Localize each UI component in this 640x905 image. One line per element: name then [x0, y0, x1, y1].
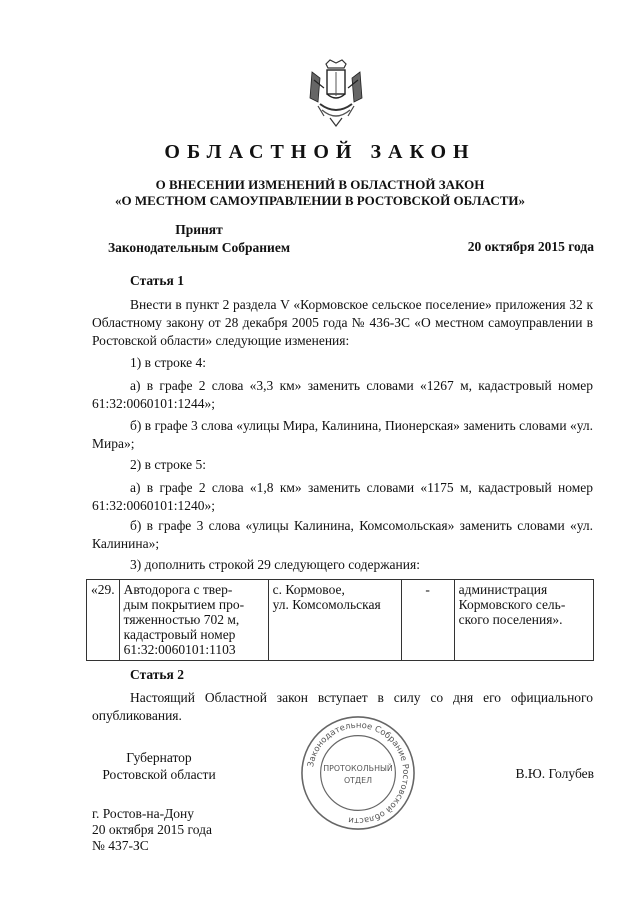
owner-line: Кормовского сель-: [458, 597, 566, 612]
signing-details: [92, 806, 212, 854]
stamp-outer-text: Законодательное Собрание Ростовской области: [305, 719, 412, 827]
road-line: Автодорога с твер-: [123, 582, 233, 597]
owner-line: администрация: [458, 582, 548, 597]
item-1a: а) в графе 2 слова «3,3 км» заменить словами «1267 м, кадастровый номер 61:32:0060101:1244»;: [92, 378, 593, 411]
item-1b: б) в графе 3 слова «улицы Мира, Калинина, Пионерская» заменить словами «ул. Мира»;: [92, 418, 593, 451]
item-1: 1) в строке 4:: [130, 355, 207, 370]
accepted-label: Принят: [175, 222, 223, 237]
road-line: 61:32:0060101:1103: [123, 642, 236, 657]
owner-line: ского поселения».: [458, 612, 563, 627]
item-2b: б) в графе 3 слова «улицы Калинина, Комсомольская» заменить словами «ул. Калинина»;: [92, 518, 593, 551]
signer-name: В.Ю. Голубев: [515, 766, 594, 781]
article-1-heading: Статья 1: [130, 273, 184, 288]
article-2-text: Настоящий Областной закон вступает в силу со дня его официального опубликования.: [92, 690, 593, 723]
accepted-by: Законодательным Собранием: [107, 240, 291, 255]
signer-title-line-2: Ростовской области: [102, 767, 216, 782]
signing-date: 20 октября 2015 года: [92, 822, 212, 837]
rostov-oblast-coat-of-arms-icon: [300, 58, 372, 130]
road-line: кадастровый номер: [123, 627, 236, 642]
stamp-inner-line-2: ОТДЕЛ: [343, 775, 373, 785]
location-line: ул. Комсомольская: [272, 597, 381, 612]
dash-cell: -: [401, 580, 454, 661]
road-description-cell: [119, 580, 268, 661]
article-2-heading: Статья 2: [130, 667, 184, 682]
official-stamp-icon: [299, 714, 417, 832]
subtitle-line-1: О ВНЕСЕНИИ ИЗМЕНЕНИЙ В ОБЛАСТНОЙ ЗАКОН: [155, 177, 485, 192]
accepted-date: 20 октября 2015 года: [467, 239, 594, 254]
table-row: [87, 580, 594, 661]
signer-title: [88, 749, 230, 783]
road-line: тяженностью 702 м,: [123, 612, 240, 627]
location-cell: [268, 580, 401, 661]
road-line: дым покрытием про-: [123, 597, 245, 612]
accepted-block: [94, 221, 304, 257]
subtitle-line-2: «О МЕСТНОМ САМОУПРАВЛЕНИИ В РОСТОВСКОЙ ОБЛАСТИ»: [115, 193, 525, 208]
item-2a: а) в графе 2 слова «1,8 км» заменить словами «1175 м, кадастровый номер 61:32:0060101:1240»;: [92, 480, 593, 513]
article-1-intro: Внести в пункт 2 раздела V «Кормовское сельское поселение» приложения 32 к Областному закону от 28 декабря 2005 года № 436-ЗС «О местном самоуправлении в Ростовской области» следующие изменения:: [92, 297, 593, 348]
stamp-inner-line-1: ПРОТОКОЛЬНЫЙ: [323, 764, 393, 774]
location-line: с. Кормовое,: [272, 582, 345, 597]
law-number: № 437-ЗС: [92, 838, 149, 853]
owner-cell: [454, 580, 593, 661]
signer-title-line-1: Губернатор: [126, 750, 192, 765]
signing-place: г. Ростов-на-Дону: [92, 806, 195, 821]
amendment-table: [86, 579, 594, 661]
row-number-cell: «29.: [87, 580, 120, 661]
document-title: ОБЛАСТНОЙ ЗАКОН: [164, 141, 476, 163]
item-3: 3) дополнить строкой 29 следующего содержания:: [130, 557, 420, 572]
document-subtitle: [0, 177, 640, 209]
item-2: 2) в строке 5:: [130, 457, 207, 472]
